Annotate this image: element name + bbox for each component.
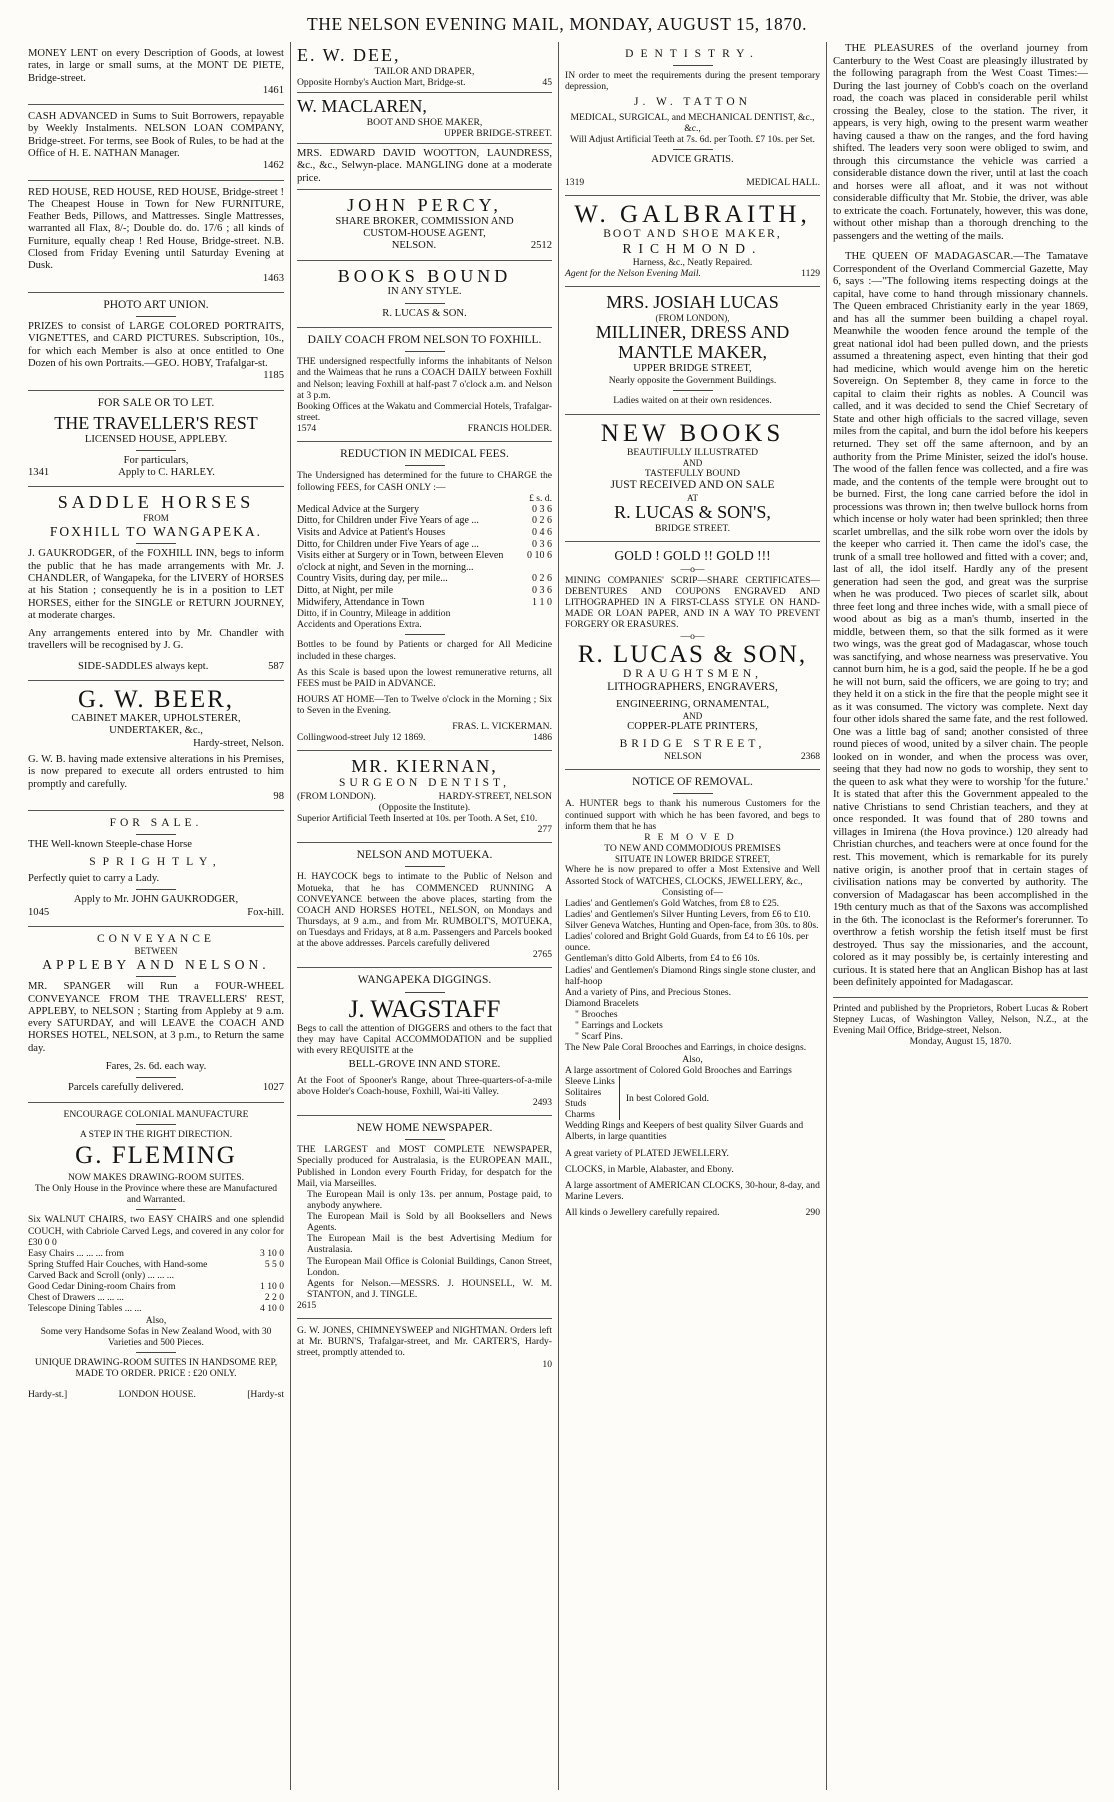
ad-subtitle: IN ANY STYLE.	[387, 286, 462, 298]
column-1	[22, 42, 290, 1790]
ad-number: 45	[542, 76, 552, 88]
ad-inn: BELL-GROVE INN AND STORE.	[348, 1059, 501, 1071]
divider	[136, 834, 176, 835]
imprint-text: Printed and published by the Proprietors, Robert Lucas & Robert Stepney Lucas, of Washington Valley, Nelson, N.Z., at the Evening Mail Office, Bridge-street, Nelson.	[833, 1002, 1088, 1036]
ad-text: CASH ADVANCED in Sums to Suit Borrowers, repayable by Weekly Instalments. NELSON LOAN COMPANY, Bridge-street. For terms, see Book of Rules, to be had at the Office of H. E. NATHAN Manager.	[28, 111, 284, 159]
ad-name: E. W. DEE,	[297, 45, 401, 65]
stock-item: Silver Geneva Watches, Hunting and Open-face, from 30s. to 80s.	[565, 920, 819, 932]
ad-trade: BOOT AND SHOE MAKER,	[366, 116, 483, 128]
ad-new-books	[565, 415, 820, 543]
ad-text: MONEY LENT on every Description of Goods, at lowest rates, in large or small sums, at the MONT DE PIETE, Bridge-street.	[28, 48, 284, 84]
ad-ornament: —o—	[680, 630, 705, 642]
divider	[673, 390, 713, 391]
ad-mrs-josiah-lucas	[565, 287, 820, 414]
ad-harness: Harness, &c., Neatly Repaired.	[632, 256, 753, 268]
ad-number: 290	[805, 1207, 820, 1219]
ad-number: 1129	[801, 268, 820, 280]
ad-clocks: CLOCKS, in Marble, Alabaster, and Ebony.	[565, 1163, 734, 1175]
ad-at: AT	[687, 492, 698, 503]
ad-text-2: At the Foot of Spooner's Range, about Three-quarters-of-a-mile above Holder's Coach-house, Foxhill, Wai-iti Valley.	[297, 1074, 552, 1097]
ad-travellers-rest	[28, 391, 284, 488]
ad-agent: Agent for the Nelson Evening Mail.	[565, 268, 701, 280]
ad-john-percy	[297, 190, 552, 261]
news-article-overland-journey: THE PLEASURES of the overland journey from Canterbury to the West Coast are pleasingly illustrated by the following paragraph from the West Coast Times:—During the last journey of Cobb's coach on the overland road, the coach was placed in considerable peril whilst crossing the Bealey, close to the station. The river, it appears, is very high, owing to the present warm weather having caused a thaw on the ranges, and the ford having shifted. The leaders very soon were obliged to swim, and through this circumstance the vehicle was carried a considerable distance down the river, until at last the coach and horses were all afloat, and it was not without considerable difficulty that Mr. Stobie, the driver, was able to extricate the coach. Fortunately, however, this was done, without other mishap than a thorough drenching to the passengers and the wetting of the mails.	[833, 42, 1088, 242]
ad-step: A STEP IN THE RIGHT DIRECTION.	[79, 1128, 233, 1140]
item-label: Chest of Drawers ... ... ...	[28, 1292, 124, 1304]
stock-item: Ladies' and Gentlemen's Silver Hunting Levers, from £6 to £10.	[565, 908, 811, 920]
ad-title: NELSON AND MOTUEKA.	[356, 849, 493, 862]
ad-title: SADDLE HORSES	[57, 492, 255, 513]
ad-title: GOLD ! GOLD !! GOLD !!!	[614, 548, 771, 564]
gold-item: Studs	[565, 1098, 587, 1110]
ad-mr-kiernan	[297, 751, 552, 843]
ad-line: SHARE BROKER, COMMISSION AND	[335, 215, 514, 227]
ad-number: 2615	[297, 1300, 317, 1312]
ad-address: Opposite Hornby's Auction Mart, Bridge-st.	[297, 76, 466, 88]
gold-note: In best Colored Gold.	[625, 1092, 709, 1104]
fees-row	[297, 550, 552, 573]
fee-value: 0 4 6	[532, 527, 552, 539]
fees-row	[297, 515, 552, 527]
ad-title: NOTICE OF REMOVAL.	[632, 776, 753, 789]
ad-name: R. LUCAS & SON'S,	[614, 502, 771, 523]
ad-title: DAILY COACH FROM NELSON TO FOXHILL.	[307, 333, 542, 346]
ad-number: 1341	[28, 467, 50, 479]
fees-row	[297, 573, 552, 585]
ad-number: 1319	[565, 176, 585, 188]
ad-situate: SITUATE IN LOWER BRIDGE STREET,	[614, 854, 771, 864]
footer-left: Hardy-st.]	[28, 1389, 68, 1401]
ad-text: H. HAYCOCK begs to intimate to the Public of Nelson and Motueka, that he has COMMENCED RUNNING A CONVEYANCE between the above places, starting from the COACH AND HORSES HOTEL, NELSON, on Mondays and Thursdays, at 9 a.m., and from Mr. RUMBOLT'S, MOTUEKA, on Tuesdays and Fridays, at 8 a.m. Passengers and Parcels booked at the above addresses. Parcels carefully delivered	[297, 871, 552, 950]
ad-place: Fox-hill.	[247, 906, 284, 918]
ad-line: CUSTOM-HOUSE AGENT,	[363, 228, 486, 240]
stock-list	[565, 898, 820, 1054]
stock-item: " Brooches	[575, 1009, 618, 1021]
item-price: 3 10 0	[260, 1247, 284, 1259]
ad-unique: UNIQUE DRAWING-ROOM SUITES IN HANDSOME REP, MADE TO ORDER. PRICE : £20 ONLY.	[34, 1356, 278, 1380]
item-label: Telescope Dining Tables ... ...	[28, 1303, 142, 1315]
ad-name: G. FLEMING	[75, 1141, 237, 1169]
furniture-item	[28, 1248, 284, 1259]
ad-and: AND	[682, 710, 703, 721]
ad-wagstaff	[297, 968, 552, 1116]
fee-label: Visits either at Surgery or in Town, between Eleven o'clock at night, and Seven in the morning...	[297, 550, 504, 573]
imprint-date: Monday, August 15, 1870.	[909, 1036, 1012, 1048]
stock-item: " Earrings and Lockets	[575, 1020, 663, 1032]
ad-text: G. W. JONES, CHIMNEYSWEEP and NIGHTMAN. Orders left at Mr. BURN'S, Trafalgar-street, and Mr. CARTER'S, Hardy-street, promptly attended to.	[297, 1325, 552, 1359]
ad-number: 98	[273, 790, 284, 802]
ad-trade: TAILOR AND DRAPER,	[374, 65, 475, 77]
ad-text-2: Any arrangements entered into by Mr. Chandler with travellers will be recognised by J. G.	[28, 628, 284, 652]
fees-signature: FRAS. L. VICKERMAN.	[452, 721, 552, 733]
ad-w-galbraith	[565, 196, 820, 287]
stock-item: Gentleman's ditto Gold Alberts, from £4 to £6 10s.	[565, 953, 760, 965]
ad-text: For particulars,	[123, 454, 189, 466]
ad-from: (FROM LONDON),	[655, 312, 730, 323]
stock-item: " Scarf Pins.	[575, 1031, 623, 1043]
ad-line: BEAUTIFULLY ILLUSTRATED	[626, 446, 759, 458]
ad-quiet: Perfectly quiet to carry a Lady.	[28, 873, 160, 885]
ad-line: TASTEFULLY BOUND	[644, 468, 741, 480]
fee-value: 0 2 6	[532, 573, 552, 585]
ad-address: BRIDGE STREET.	[655, 523, 730, 535]
ad-line: ENGINEERING, ORNAMENTAL,	[615, 698, 770, 710]
footer-right: [Hardy-st	[247, 1389, 284, 1401]
ad-address: Hardy-street, Nelson.	[193, 737, 284, 749]
divider	[673, 149, 713, 150]
ad-text: Agents for Nelson.—MESSRS. J. HOUNSELL, W. M. STANTON, and J. TINGLE.	[307, 1277, 552, 1300]
ad-where: Where he is now prepared to offer a Most Extensive and Well Assorted Stock of WATCHES, CLOCKS, JEWELLERY, &c.,	[565, 864, 820, 887]
ad-place: RICHMOND.	[622, 241, 763, 257]
ad-parcels: Parcels carefully delivered.	[68, 1082, 184, 1094]
ad-title: BOOKS BOUND	[337, 265, 512, 286]
divider	[405, 303, 445, 304]
ad-to: TO NEW AND COMMODIOUS PREMISES	[604, 842, 781, 854]
ad-trade: SURGEON DENTIST,	[338, 777, 511, 790]
ad-opposite: (Opposite the Institute).	[378, 801, 471, 813]
ad-name: W. GALBRAITH,	[574, 200, 811, 228]
divider	[136, 976, 176, 977]
ad-text: THE undersigned respectfully informs the inhabitants of Nelson and the Waimeas that he runs a COACH DAILY between Foxhill and Nelson; leaving Foxhill at half-past 7 o'clock a.m. and Nelson at 3 p.m.	[297, 356, 552, 401]
ad-text: G. W. B. having made extensive alterations in his Premises, is now prepared to execute all orders entrusted to him promptly and carefully.	[28, 754, 284, 790]
divider	[136, 1077, 176, 1078]
ad-title: PHOTO ART UNION.	[103, 298, 209, 311]
fee-value: 0 10 6	[527, 550, 552, 562]
ad-name: J. WAGSTAFF	[348, 995, 501, 1023]
ad-name: G. W. BEER,	[77, 685, 235, 713]
fee-value: 0 3 6	[532, 538, 552, 550]
ad-consisting: Consisting of—	[661, 886, 724, 898]
column-4-news	[826, 42, 1094, 1790]
ad-address: UPPER BRIDGE STREET,	[633, 363, 752, 374]
ad-text: Superior Artificial Teeth Inserted at 10s. per Tooth. A Set, £10.	[297, 812, 538, 824]
imprint	[833, 997, 1088, 1048]
ad-place: NELSON	[663, 750, 702, 762]
divider	[405, 351, 445, 352]
item-price: 1 10 0	[260, 1281, 284, 1293]
ad-address: BRIDGE STREET,	[619, 737, 766, 750]
ad-title: NEW HOME NEWSPAPER.	[356, 1122, 493, 1134]
ad-opposite: Nearly opposite the Government Buildings.	[608, 375, 777, 387]
furniture-item	[28, 1292, 284, 1303]
fees-row	[297, 539, 552, 551]
ad-photo-art-union	[28, 293, 284, 391]
ad-line: JUST RECEIVED AND ON SALE	[610, 479, 775, 492]
ad-for-sale-horse	[28, 811, 284, 927]
ad-title: WANGAPEKA DIGGINGS.	[357, 974, 492, 987]
ad-text: MRS. EDWARD DAVID WOOTTON, LAUNDRESS, &c., &c., Selwyn-place. MANGLING done at a moderate price.	[297, 148, 552, 184]
ad-address: HARDY-STREET, NELSON	[438, 790, 552, 802]
ad-number: 1185	[263, 370, 284, 382]
fees-bottles: Bottles to be found by Patients or charged for All Medicine included in these charges.	[297, 639, 552, 662]
fees-date: Collingwood-street July 12 1869.	[297, 732, 426, 744]
column-3	[558, 42, 826, 1790]
ad-side-saddles: SIDE-SADDLES always kept.	[78, 660, 209, 672]
ad-line: LITHOGRAPHERS, ENGRAVERS,	[607, 681, 778, 694]
footer-mid: LONDON HOUSE.	[118, 1389, 196, 1401]
ad-daily-coach	[297, 328, 552, 442]
ad-repair: All kinds o Jewellery carefully repaired.	[565, 1207, 720, 1219]
fees-table	[297, 504, 552, 608]
divider	[136, 543, 176, 544]
ad-trade: MILLINER, DRESS AND MANTLE MAKER,	[595, 322, 790, 363]
ad-notice-of-removal	[565, 770, 820, 1225]
fees-row	[297, 504, 552, 516]
ad-intro: The Undersigned has determined for the future to CHARGE the following FEES, for CASH ONLY :—	[297, 470, 552, 493]
ad-and: AND	[682, 457, 703, 468]
ad-number: 2512	[530, 240, 552, 252]
item-price: 5 5 0	[264, 1258, 284, 1270]
ad-number: 1461	[262, 84, 284, 96]
ad-number: 2368	[800, 750, 820, 762]
divider	[136, 1124, 176, 1125]
ad-apply: Apply to Mr. JOHN GAUKRODGER,	[73, 894, 239, 906]
ad-text: PRIZES to consist of LARGE COLORED PORTRAITS, VIGNETTES, and CARD PICTURES. Subscription, 10s., for which each Member is also at once entitled to One Dozen of his own Portraits.—GEO. HOBY, Trafalgar-st.	[28, 321, 284, 369]
ad-six-chairs: Six WALNUT CHAIRS, two EASY CHAIRS and one splendid COUCH, with Cabriole Carved Legs, and covered in any color for £30 0 0	[28, 1214, 284, 1248]
ad-medical-fees	[297, 442, 552, 751]
item-price: 2 2 0	[264, 1292, 284, 1304]
ad-name: MR. KIERNAN,	[351, 756, 498, 777]
gold-item: Sleeve Links	[565, 1075, 615, 1087]
masthead: THE NELSON EVENING MAIL, MONDAY, AUGUST 15, 1870.	[306, 14, 808, 34]
ad-number: 1045	[28, 906, 50, 918]
ad-route: FOXHILL TO WANGAPEKA.	[49, 523, 263, 539]
fee-value: 0 3 6	[532, 585, 552, 596]
ad-route: APPLEBY AND NELSON.	[42, 956, 270, 972]
ad-text: J. GAUKRODGER, of the FOXHILL INN, begs to inform the public that he has made arrangements with Mr. J. CHANDLER, of Wangapeka, for the LIVERY of HORSES at his Station ; consequently he is in a position to LET HORSES, either for the SINGLE or RETURN JOURNEY, at moderate charges.	[28, 548, 284, 621]
ad-only: The Only House in the Province where these are Manufactured and Warranted.	[34, 1183, 278, 1206]
ad-title: ENCOURAGE COLONIAL MANUFACTURE	[63, 1108, 249, 1120]
ad-text: IN order to meet the requirements during the present temporary depression,	[565, 70, 820, 93]
ad-name: THE TRAVELLER'S REST	[54, 412, 258, 433]
fees-row	[297, 527, 552, 539]
stock-item: Diamond Bracelets	[565, 997, 639, 1009]
ad-fares: Fares, 2s. 6d. each way.	[105, 1061, 207, 1073]
ad-colored: A large assortment of Colored Gold Brooches and Earrings	[565, 1064, 792, 1076]
ad-subtitle: LICENSED HOUSE, APPLEBY.	[84, 433, 228, 445]
ad-g-w-beer	[28, 681, 284, 811]
ad-by: R. LUCAS & SON.	[382, 307, 467, 319]
ad-dentistry	[565, 42, 820, 196]
ad-also: Also,	[682, 1053, 703, 1065]
ad-number: 1574	[297, 423, 317, 435]
ad-e-w-dee	[297, 42, 552, 93]
ad-text: MINING COMPANIES' SCRIP—SHARE CERTIFICATES—DEBENTURES AND COUPONS ENGRAVED AND LITHOGRAPHED IN A FIRST-CLASS STYLE ON HAND-MADE OR LOAN PAPER, AND IN A WAY TO PREVENT FORGERY OR ERASURES.	[565, 574, 820, 631]
furniture-item	[28, 1303, 284, 1314]
fee-label: Ditto, for Children under Five Years of age ...	[297, 515, 479, 527]
ad-trade: MEDICAL, SURGICAL, and MECHANICAL DENTIST, &c., &c.,	[570, 111, 815, 135]
ad-advice: ADVICE GRATIS.	[651, 154, 734, 166]
ad-plated: A great variety of PLATED JEWELLERY.	[565, 1147, 729, 1159]
ad-also: Also,	[145, 1314, 167, 1326]
ad-text: The European Mail is only 13s. per annum, Postage paid, to anybody anywhere.	[307, 1188, 552, 1211]
ad-saddle-horses	[28, 487, 284, 680]
ad-line: UNDERTAKER, &c.,	[109, 725, 203, 737]
ad-hall: MEDICAL HALL.	[746, 176, 820, 188]
fee-label: Medical Advice at the Surgery	[297, 503, 420, 515]
ad-text: The European Mail is the best Advertising Medium for Australasia.	[307, 1233, 552, 1256]
ad-address: UPPER BRIDGE-STREET.	[443, 127, 552, 139]
stock-item: Ladies' colored and Bright Gold Guards, from £4 to £6 10s. per ounce.	[565, 931, 809, 954]
ad-wedding: Wedding Rings and Keepers of best quality Silver Guards and Alberts, in large quantities	[565, 1120, 804, 1143]
item-price: 4 10 0	[260, 1303, 284, 1315]
fee-value: 1 1 0	[532, 596, 552, 608]
page-columns	[22, 42, 1094, 1790]
fee-label: Midwifery, Attendance in Town	[297, 596, 425, 608]
ad-from: (FROM LONDON).	[297, 790, 376, 802]
ad-number: 1027	[262, 1082, 284, 1094]
ad-ladies: Ladies waited on at their own residences.	[613, 395, 772, 407]
divider	[405, 634, 445, 635]
ad-text: A. HUNTER begs to thank his numerous Customers for the continued support with which he has been favored, and begs to inform them that he has	[565, 798, 820, 832]
ad-text: The European Mail Office is Colonial Buildings, Canon Street, London.	[307, 1255, 552, 1278]
ad-name: J. W. TATTON	[634, 95, 751, 108]
item-label: Spring Stuffed Hair Couches, with Hand-some Carved Back and Scroll (only) ... ... ...	[28, 1258, 208, 1282]
divider	[405, 992, 445, 993]
ad-number: 1463	[262, 272, 284, 284]
divider	[136, 1352, 176, 1353]
ad-number: 2765	[532, 949, 552, 961]
ad-horse-name: SPRIGHTLY,	[89, 855, 223, 868]
gold-item: Charms	[565, 1109, 595, 1121]
ad-text: THE LARGEST and MOST COMPLETE NEWSPAPER, Specially produced for Australasia, is the EUROPEAN MAIL, Published in London every Fourth Friday, for despatch for the Mail, via Marseilles.	[297, 1144, 552, 1189]
ad-now: NOW MAKES DRAWING-ROOM SUITES.	[67, 1172, 244, 1184]
ad-title: DENTISTRY.	[625, 48, 760, 60]
ad-gold-lithographers	[565, 542, 820, 770]
ad-text: The European Mail is Sold by all Booksellers and News Agents.	[307, 1211, 552, 1234]
ad-g-w-jones	[297, 1319, 552, 1377]
ad-number: 587	[268, 660, 284, 672]
ad-name: R. LUCAS & SON,	[577, 640, 808, 668]
ad-european-mail	[297, 1116, 552, 1319]
ad-number: 10	[542, 1358, 552, 1370]
furniture-item	[28, 1281, 284, 1292]
item-label: Good Cedar Dining-room Chairs from	[28, 1281, 176, 1293]
fee-label: Ditto, at Night, per mile	[297, 585, 394, 596]
ad-title: FOR SALE.	[109, 817, 203, 830]
fee-label: Visits and Advice at Patient's Houses	[297, 527, 446, 539]
fees-currency-header: £ s. d.	[529, 492, 552, 504]
item-label: Easy Chairs ... ... ... from	[28, 1247, 124, 1259]
ad-number: 1486	[532, 732, 552, 744]
ad-books-bound	[297, 261, 552, 328]
ad-title: REDUCTION IN MEDICAL FEES.	[340, 448, 509, 461]
ad-name: W. MACLAREN,	[297, 96, 427, 117]
ad-loan-company	[28, 105, 284, 180]
ad-title: CONVEYANCE	[97, 932, 215, 945]
ad-wootton-laundress	[297, 144, 552, 190]
ad-title: NEW BOOKS	[600, 419, 785, 447]
ad-place: NELSON.	[391, 240, 437, 252]
stock-item: And a variety of Pins, and Precious Stones.	[565, 986, 732, 998]
ad-conveyance	[28, 927, 284, 1103]
ad-american: A large assortment of AMERICAN CLOCKS, 30-hour, 8-day, and Marine Levers.	[565, 1179, 820, 1202]
ad-line: COPPER-PLATE PRINTERS,	[627, 721, 758, 733]
ad-g-fleming	[28, 1103, 284, 1408]
fee-label: Country Visits, during day, per mile...	[297, 573, 448, 585]
column-2	[290, 42, 558, 1790]
ad-haycock	[297, 843, 552, 968]
fees-hours: HOURS AT HOME—Ten to Twelve o'clock in the Morning ; Six to Seven in the Evening.	[297, 693, 552, 717]
ad-name: MRS. JOSIAH LUCAS	[606, 292, 779, 313]
ad-trade: BOOT AND SHOE MAKER,	[603, 227, 782, 240]
ad-red-house	[28, 181, 284, 293]
fees-row	[297, 585, 552, 597]
divider	[136, 1209, 176, 1210]
furniture-item	[28, 1259, 284, 1281]
ad-line: CABINET MAKER, UPHOLSTERER,	[71, 713, 241, 725]
ad-title: FOR SALE OR TO LET.	[97, 396, 215, 409]
divider	[136, 316, 176, 317]
fee-value: 0 2 6	[532, 515, 552, 527]
ad-w-maclaren	[297, 93, 552, 144]
fees-accidents: Accidents and Operations Extra.	[297, 619, 422, 631]
fee-value: 0 3 6	[532, 503, 552, 515]
fees-row	[297, 597, 552, 609]
ad-monte-de-piete	[28, 42, 284, 105]
ad-number: 2493	[532, 1096, 552, 1108]
gold-list	[565, 1076, 820, 1121]
ad-sofas: Some very Handsome Sofas in New Zealand Wood, with 30 Varieties and 500 Pieces.	[40, 1325, 272, 1348]
divider	[673, 793, 713, 794]
divider	[405, 465, 445, 466]
divider	[405, 866, 445, 867]
divider	[405, 1139, 445, 1140]
fees-ditto: Ditto, if in Country, Mileage in addition	[297, 608, 451, 620]
ad-ornament: —o—	[680, 563, 705, 575]
news-article-queen-of-madagascar: THE QUEEN OF MADAGASCAR.—The Tamatave Correspondent of the Overland Commercial Gazette, May 6, says :—"The following items respecting doings at the capital, have come to hand through missionary channels. The Queen embraced Christianity early in the year 1869, and has all the summer been building a chapel royal. Meanwhile the wooden fence around the temple of the great national idol had been pulled down, and the priests assumed a threatening aspect, even hinting that their god had medicine, which would avenge him on the heretic Sovereign. On September 8, they came in force to the capital to claim their rights as nobles. A Council was called, and it was decided to send the Chief Secretary of State and other high officials to the sacred village, seven miles from the capital, and burn the idol before his keepers returned. They set off the same afternoon, and by an authority from the Prime Minister, seized the idol's house. The wood of the fallen fence was collected, and a fire was made, and the contents of the temple were brought out to be burned. First, the long cane carried before the idol in processions was thrown in; then twelve bullock horns from which incense or holy water had been sprinkled; then three scarlet umbrellas, and the silk robe worn over the idols by the keeper who carried it. Then came the idol's case, the trunk of a small tree hollowed and fitted with a cover; and, last of all, the idol itself. Hardly any of the present generation had seen the god, and great was the surprise when he was produced. Two pieces of scarlet silk, about three feet long and three inches wide, with a small piece of wood about as big as a man's thumb, inserted in the middle, between them, so that the silk formed as it were two wings, was the great god of Madagascar, whose touch was sanctifying, and whose nearness was preservative. You cannot burn him, he is a god, said the people. If he be a god he will not burn, said the officers, we are going to try; and they held it on a stick in the fire that the people might see it as it was consumed. The victory was complete. Next day four other idols shared the same fate, and the rest followed. One was a little bag of sand; another consisted of three round pieces of wood, united by a silver chain. The people looked on in wonder, and when the process was over, seeing that they had now no gods to worship, they sent to the queen to ask what they were to worship 'for the future.' It is stated that after this the Government appealed to the native Christians to send Christian teachers, and they at once responded. It was found that of 280 towns and villages in Imirena (the Hova province.) 120 already had Christian churches, and teachers were at once found for the rest. This movement, which is remarkable for its purely native origin, is another proof that in certain stages of civilisation nations may be converted by authority. The conversion of Madagascar has been accomplished in the 19th century much as that of the Saxons was accomplished in the 6th. The iconoclast is the Reformer's forerunner. To overthrow a fetish worship the fetish itself must be first destroyed. Thus say the missionaries, and the account, colored as it may possibly be, is certainly interesting and curious. It is stated here that an Anglican Bishop has at last been definitely appointed for Madagascar.	[833, 250, 1088, 989]
ad-number: 277	[537, 823, 552, 835]
ad-number: 1462	[262, 160, 284, 172]
stock-item: The New Pale Coral Brooches and Earrings, in choice designs.	[565, 1042, 807, 1054]
stock-item: Ladies' and Gentlemen's Diamond Rings single stone cluster, and half-hoop	[565, 964, 816, 987]
ad-between: BETWEEN	[134, 946, 178, 957]
ad-from: FROM	[143, 513, 169, 524]
ad-will: Will Adjust Artificial Teeth at 7s. 6d. per Tooth. £7 10s. per Set.	[570, 134, 815, 146]
divider	[136, 450, 176, 451]
ad-text-2: Booking Offices at the Wakatu and Commercial Hotels, Trafalgar-street.	[297, 400, 552, 423]
ad-text: Begs to call the attention of DIGGERS and others to the fact that they may have Capital ACCOMMODATION and be supplied with every REQUISITE at the	[297, 1022, 552, 1057]
ad-text: RED HOUSE, RED HOUSE, RED HOUSE, Bridge-street ! The Cheapest House in Town for New FURNITURE, Feather Beds, Pillows, and Mattresses. Single Mattresses, warranted all Flax, 8/-; Double do. do. 17/6 ; all kinds of Furniture, equally cheap ! Red House, Bridge-street. N.B. Closed from Friday Evening until Saturday Evening at Dusk.	[28, 186, 284, 272]
divider	[673, 65, 713, 66]
ad-signature: FRANCIS HOLDER.	[467, 423, 552, 435]
ad-apply: Apply to C. HARLEY.	[118, 467, 215, 479]
fee-label: Ditto, for Children under Five Years of age ...	[297, 538, 479, 550]
ad-text: THE Well-known Steeple-chase Horse	[28, 839, 192, 851]
ad-line: DRAUGHTSMEN,	[622, 667, 763, 680]
gold-item: Solitaires	[565, 1086, 602, 1098]
ad-text: MR. SPANGER will Run a FOUR-WHEEL CONVEYANCE FROM THE TRAVELLERS' REST, APPLEBY, to NELSON ; Starting from Appleby at 9 a.m. every SATURDAY, and will LEAVE the COACH AND HORSES HOTEL, NELSON, at 3 p.m., to Return the same day.	[28, 981, 284, 1054]
fees-scale: As this Scale is based upon the lowest remunerative returns, all FEES must be PAID in ADVANCE.	[297, 666, 552, 689]
divider	[136, 889, 176, 890]
stock-item: Ladies' and Gentlemen's Gold Watches, from £8 to £25.	[565, 897, 780, 909]
ad-removed: REMOVED	[644, 831, 741, 843]
ad-name: JOHN PERCY,	[347, 194, 502, 215]
furniture-list	[28, 1248, 284, 1315]
